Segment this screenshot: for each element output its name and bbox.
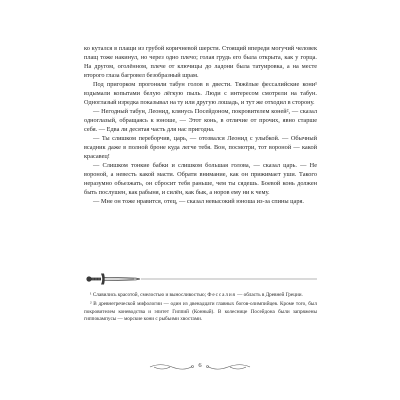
sword-divider-icon (84, 272, 317, 286)
paragraph: — Мне он тоже нравится, отец, — сказал невысокий юноша из-за спины царя. (93, 198, 304, 205)
paragraph: — Слишком тонкие бабки и слишком большая голова, — сказал царь. — Не вороной, а невесть какой масти. Обрати внимание, как он прижимает уши. Такого неразумно объезжать, он сбросит тебя раньше, чем ты сядешь. Боевой конь должен быть послушен, как рабыня, и силён, как бык, а норов ему ни к чему. (84, 162, 317, 196)
paragraph: Под пригорком прогоняли табун голов в двести. Тяжёлые фессалийские кони¹ вздымали копытами белую лёгкую пыль. Люди с интересом смотрели на табун. Одноглазый изредка показывал на ту или другую лошадь, и тут же отходил в сторону. (84, 81, 317, 106)
footnote: ¹ Славились красотой, смелостью и выносливостью; Фессалия — область в Древней Греции. (90, 292, 303, 298)
paragraph: — Негодный табун, Леонид, клянусь Посейдоном, покровителем коней², — сказал одноглазый, обращаясь к юноше, — Этот конь, в отличие от прочих, явно старше себя. — Едва ли десятая часть для нас пригодна. (84, 108, 317, 133)
page-number-ornament (148, 359, 252, 375)
footnotes (84, 292, 317, 325)
page-number: 6 (198, 362, 202, 369)
footnote: ² В древнегреческой мифологии — один из двенадцати главных богов-олимпийцев. Кроме того, был покровителем коневодства и эпитет Гиппий (Конный). В колеснице Посейдона были запряжены гиппокампусы — морские кони с рыбьими хвостами. (84, 300, 317, 323)
paragraph: ко кутался в плащи из грубой коричневой шерсти. Стоящий впереди могучий человек плащ тоже накинул, но через одно плечо; голая грудь его была открыта, как у горца. На другом, оголённом, плече от ключицы до ладони была татуировка, а на месте второго глаза багровел безобразный шрам. (84, 45, 317, 79)
paragraph: — Ты слишком переборчив, царь, — отозвался Леонид с улыбкой. — Обычный всадник даже в полной броне куда легче тебя. Вон, посмотри, тот вороной — какой красавец! (84, 135, 317, 160)
main-text (84, 44, 317, 206)
